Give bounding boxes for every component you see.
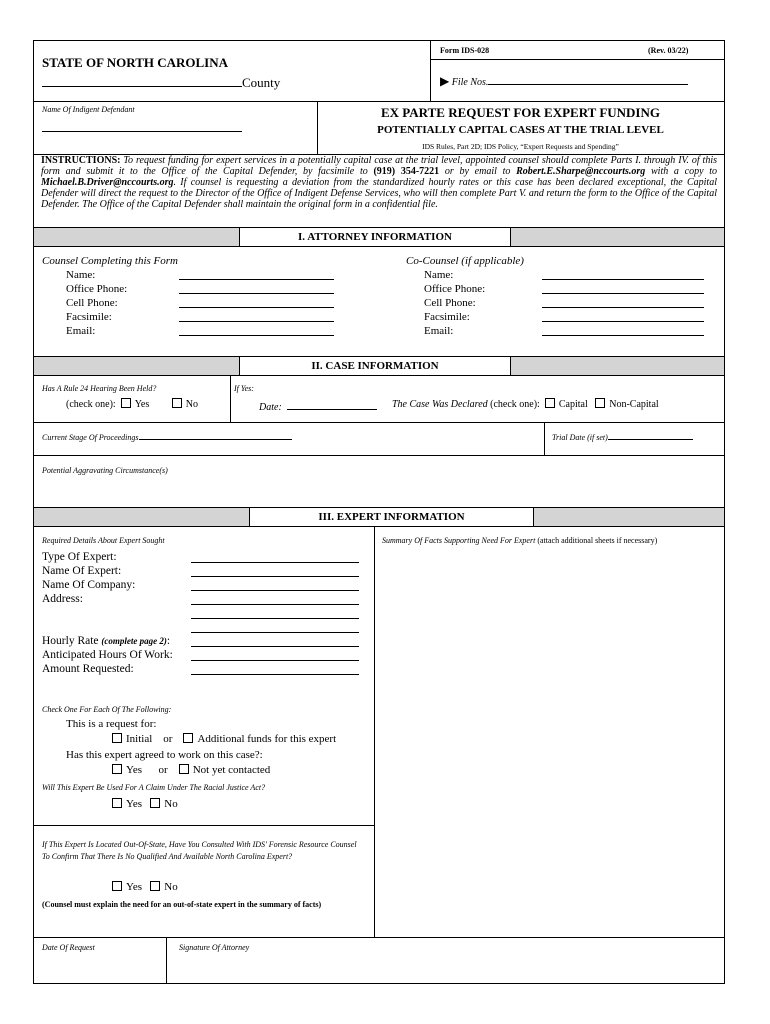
aggravating-input[interactable] <box>34 477 724 505</box>
rule24-options: (check one): Yes No <box>66 399 198 410</box>
file-nos-field[interactable]: ▶ File Nos. <box>440 73 688 89</box>
case-declared-options: The Case Was Declared (check one): Capital Non-Capital <box>392 399 659 410</box>
form-title: EX PARTE REQUEST FOR EXPERT FUNDING <box>381 105 660 120</box>
required-details-label: Required Details About Expert Sought <box>42 536 165 545</box>
agreed-options: Yes or Not yet contacted <box>112 764 270 776</box>
agreed-label: Has this expert agreed to work on this case?: <box>66 749 263 761</box>
rules-reference: IDS Rules, Part 2D; IDS Policy, “Expert Requests and Spending” <box>422 142 619 151</box>
summary-of-facts-input[interactable] <box>375 561 723 931</box>
request-type-options: Initial or Additional funds for this expert <box>112 733 336 745</box>
out-of-state-options: Yes No <box>112 881 178 893</box>
address-line1-input[interactable] <box>191 604 359 605</box>
stage-field[interactable]: Current Stage Of Proceedings <box>42 430 292 442</box>
summary-label: Summary Of Facts Supporting Need For Expert (attach additional sheets if necessary) <box>382 536 658 545</box>
defendant-name-field[interactable] <box>42 131 242 132</box>
counsel-name-input[interactable] <box>179 279 334 280</box>
section-case-title: II. CASE INFORMATION <box>239 357 511 375</box>
form-subtitle: POTENTIALLY CAPITAL CASES AT THE TRIAL LEVEL <box>377 124 664 136</box>
hourly-rate-input[interactable] <box>191 646 359 647</box>
instructions: INSTRUCTIONS: To request funding for expert services in a potentially capital case at the trial level, appointed counsel should complete Parts I. through IV. of this form and submit it to the Office of the Capital Defender, by facsimile to (919) 354-7221 or by email to Robert.E.Sharpe@nccourts.org with a copy to Michael.B.Driver@nccourts.org. If counsel is requesting a deviation from the standardized hourly rates or this case has been declared exceptional, the Capital Defender will direct the request to the Director of the Office of Indigent Defense Services, who will then complete Part V. and return the form to the Office of the Capital Defender. The Office of the Capital Defender shall maintain the original form in a confidential file. <box>41 155 718 210</box>
cocounsel-label: Co-Counsel (if applicable) <box>406 255 524 267</box>
section-attorney-bar <box>34 227 724 247</box>
section-attorney-title: I. ATTORNEY INFORMATION <box>239 228 511 246</box>
aggravating-label: Potential Aggravating Circumstance(s) <box>42 466 168 475</box>
address-line2-input[interactable] <box>191 618 359 619</box>
defendant-label: Name Of Indigent Defendant <box>42 105 135 114</box>
must-explain-note: (Counsel must explain the need for an out-of-state expert in the summary of facts) <box>42 900 322 909</box>
expert-fields: Type Of Expert: Name Of Expert: Name Of Company: Address: <box>42 551 136 605</box>
initial-checkbox[interactable] <box>112 733 122 743</box>
expert-name-input[interactable] <box>191 576 359 577</box>
counsel-fax-input[interactable] <box>179 321 334 322</box>
expert-type-input[interactable] <box>191 562 359 563</box>
section-case-bar <box>34 356 724 376</box>
out-of-state-label: If This Expert Is Located Out-Of-State, Have You Consulted With IDS' Forensic Resource Counsel To Confirm That There Is No Qualified And Available North Carolina Expert? <box>42 840 357 861</box>
racial-justice-label: Will This Expert Be Used For A Claim Under The Racial Justice Act? <box>42 783 266 792</box>
agreed-yes-checkbox[interactable] <box>112 764 122 774</box>
form-revision: (Rev. 03/22) <box>648 46 689 55</box>
counsel-label: Counsel Completing this Form <box>42 255 178 267</box>
out-of-state-yes-checkbox[interactable] <box>112 881 122 891</box>
cocounsel-fields: Name: Office Phone: Cell Phone: Facsimile: Email: <box>424 269 486 337</box>
section-expert-bar <box>34 507 724 527</box>
cocounsel-email-input[interactable] <box>542 335 704 336</box>
company-name-input[interactable] <box>191 590 359 591</box>
hourly-fields: Hourly Rate (complete page 2): Anticipated Hours Of Work: Amount Requested: <box>42 635 173 675</box>
cocounsel-name-input[interactable] <box>542 279 704 280</box>
check-each-label: Check One For Each Of The Following: <box>42 705 172 714</box>
address-line3-input[interactable] <box>191 632 359 633</box>
trial-date-field[interactable]: Trial Date (if set) <box>552 430 693 442</box>
cocounsel-cell-phone-input[interactable] <box>542 307 704 308</box>
cocounsel-fax-input[interactable] <box>542 321 704 322</box>
signature-label: Signature Of Attorney <box>179 943 250 952</box>
noncapital-checkbox[interactable] <box>595 398 605 408</box>
date-of-request-input[interactable] <box>34 955 166 983</box>
racial-justice-options: Yes No <box>112 798 178 810</box>
cocounsel-office-phone-input[interactable] <box>542 293 704 294</box>
date-of-request-label: Date Of Request <box>42 943 95 952</box>
additional-funds-checkbox[interactable] <box>183 733 193 743</box>
out-of-state-no-checkbox[interactable] <box>150 881 160 891</box>
amount-input[interactable] <box>191 674 359 675</box>
counsel-cell-phone-input[interactable] <box>179 307 334 308</box>
counsel-fields: Name: Office Phone: Cell Phone: Facsimile: Email: <box>66 269 128 337</box>
capital-checkbox[interactable] <box>545 398 555 408</box>
not-contacted-checkbox[interactable] <box>179 764 189 774</box>
hours-input[interactable] <box>191 660 359 661</box>
form-page <box>33 40 725 984</box>
racial-yes-checkbox[interactable] <box>112 798 122 808</box>
if-yes-label: If Yes: <box>234 384 254 393</box>
county-field[interactable]: County <box>42 75 280 91</box>
rule24-yes-checkbox[interactable] <box>121 398 131 408</box>
form-number: Form IDS-028 <box>440 46 490 55</box>
request-for-label: This is a request for: <box>66 718 157 730</box>
racial-no-checkbox[interactable] <box>150 798 160 808</box>
section-expert-title: III. EXPERT INFORMATION <box>249 508 534 526</box>
counsel-email-input[interactable] <box>179 335 334 336</box>
state-name: STATE OF NORTH CAROLINA <box>42 55 229 70</box>
counsel-office-phone-input[interactable] <box>179 293 334 294</box>
rule24-no-checkbox[interactable] <box>172 398 182 408</box>
hearing-date-field[interactable]: Date: <box>259 398 377 413</box>
rule24-label: Has A Rule 24 Hearing Been Held? <box>42 384 157 393</box>
signature-input[interactable] <box>167 955 723 983</box>
